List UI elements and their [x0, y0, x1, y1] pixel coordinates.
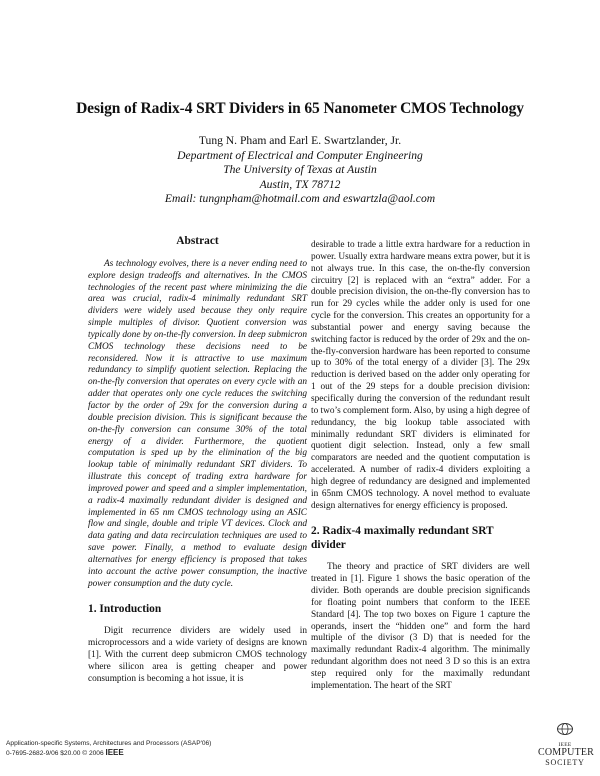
section2-text: The theory and practice of SRT dividers are well treated in [1]. Figure 1 shows the basic operation of the divider. Both operands are double precision significands for floating point numbers that conform to the IEEE Standard [4]. The top two boxes on Figure 1 capture the operands, insert the “hidden one” and form the hard multiple of the divisor (3 D) that is needed for the maximally redundant Radix-4 algorithm. The minimally redundant algorithm does not need 3 D so this is an extra step required only for the maximally redundant implementation. The heart of the SRT	[311, 562, 530, 691]
author-names: Tung N. Pham and Earl E. Swartzlander, Jr.	[198, 134, 402, 147]
conference-name: Application-specific Systems, Architectures and Processors (ASAP'06)	[6, 740, 212, 747]
ieee-mark: IEEE	[105, 748, 124, 757]
page-footer	[6, 739, 211, 758]
location: Austin, TX 78712	[259, 177, 341, 191]
university: The University of Texas at Austin	[223, 163, 377, 176]
introduction-heading: 1. Introduction	[88, 603, 162, 616]
section2-heading: 2. Radix-4 maximally redundant SRT divider	[311, 525, 494, 552]
intro-continuation: desirable to trade a little extra hardware for a reduction in power. Usually extra hardware means extra power, but it is not always true. In this case, the on-the-fly conversion circuitry [2] is replaced with an “extra” adder. For a double precision division, the on-the-fly conversion has to run for 29 cycles while the adder only is used for one cycle for the conversion. This creates an opportunity for a substantial power and energy saving because the switching factor is reduced by the order of 29x and the on-the-fly-conversion hardware has been reported to consume up to 30% of the total energy of a divider [3]. The 29x reduction is derived based on the adder only operating for 1 out of the 29 steps for a double precision division: specifically during the conversion of the redundant result to two’s complement form. Also, by using a high degree of redundancy, the big lookup table associated with minimally redundant SRT dividers is eliminated for quotient digit selection. Instead, only a few small comparators are needed and the quotient computation is accelerated. A number of radix-4 dividers exploiting a high degree of redundancy are designed and implemented in 65nm CMOS technology. A novel method to evaluate design alternatives for energy efficiency is proposed.	[311, 240, 530, 511]
logo-org: IEEE	[558, 742, 572, 748]
logo-society: SOCIETY	[545, 758, 585, 767]
paper-title: Design of Radix-4 SRT Dividers in 65 Nanometer CMOS Technology	[76, 100, 524, 117]
abstract-text: As technology evolves, there is a never ending need to explore design tradeoffs and alternatives. In the CMOS technologies of the recent past where minimizing the die area was crucial, radix-4 minimally redundant SRT dividers were widely used because they only require simple multiples of divisor. Quotient conversion was typically done by on-the-fly conversion. In deep submicron CMOS technology these decisions need to be reconsidered. Now it is attractive to use maximum redundancy to simplify quotient selection. Replacing the on-the-fly conversion that operates on every cycle with an adder that operates only one cycle reduces the switching factor by the order of 29x for the conversion during a double precision division. This is significant because the on-the-fly conversion can consume 30% of the total energy of a divider. Furthermore, the quotient computation is sped up by the elimination of the big lookup table of minimally redundant SRT dividers. To illustrate this concept of trading extra hardware for improved power and speed and a simpler implementation, a radix-4 maximally redundant divider is designed and implemented in 65 nm CMOS technology using an ASIC flow and single, double and triple VT devices. Clock and data gating and data recirculation techniques are used to save power. Finally, a method to evaluate design alternatives for energy efficiency is proposed that takes into account the active power consumption, the inactive power consumption and the duty cycle.	[88, 258, 307, 589]
email: Email: tungnpham@hotmail.com and eswartzla@aol.com	[164, 192, 436, 205]
abstract-heading: Abstract	[176, 235, 219, 247]
right-column	[311, 240, 530, 693]
isbn: 0-7695-2682-9/06 $20.00 © 2006	[6, 750, 104, 757]
left-column	[88, 236, 307, 686]
introduction-text: Digit recurrence dividers are widely used in microprocessors and a wide variety of designs are known [1]. With the current deep submicron CMOS technology where silicon area is getting cheaper and power consumption is becoming a hot issue, it is	[88, 626, 307, 684]
ieee-emblem-icon	[556, 722, 574, 736]
department: Department of Electrical and Computer Engineering	[177, 148, 423, 162]
isbn-line	[6, 748, 211, 758]
logo-computer: COMPUTER	[538, 747, 595, 758]
author-block	[0, 134, 600, 207]
computer-society-logo	[538, 722, 595, 772]
